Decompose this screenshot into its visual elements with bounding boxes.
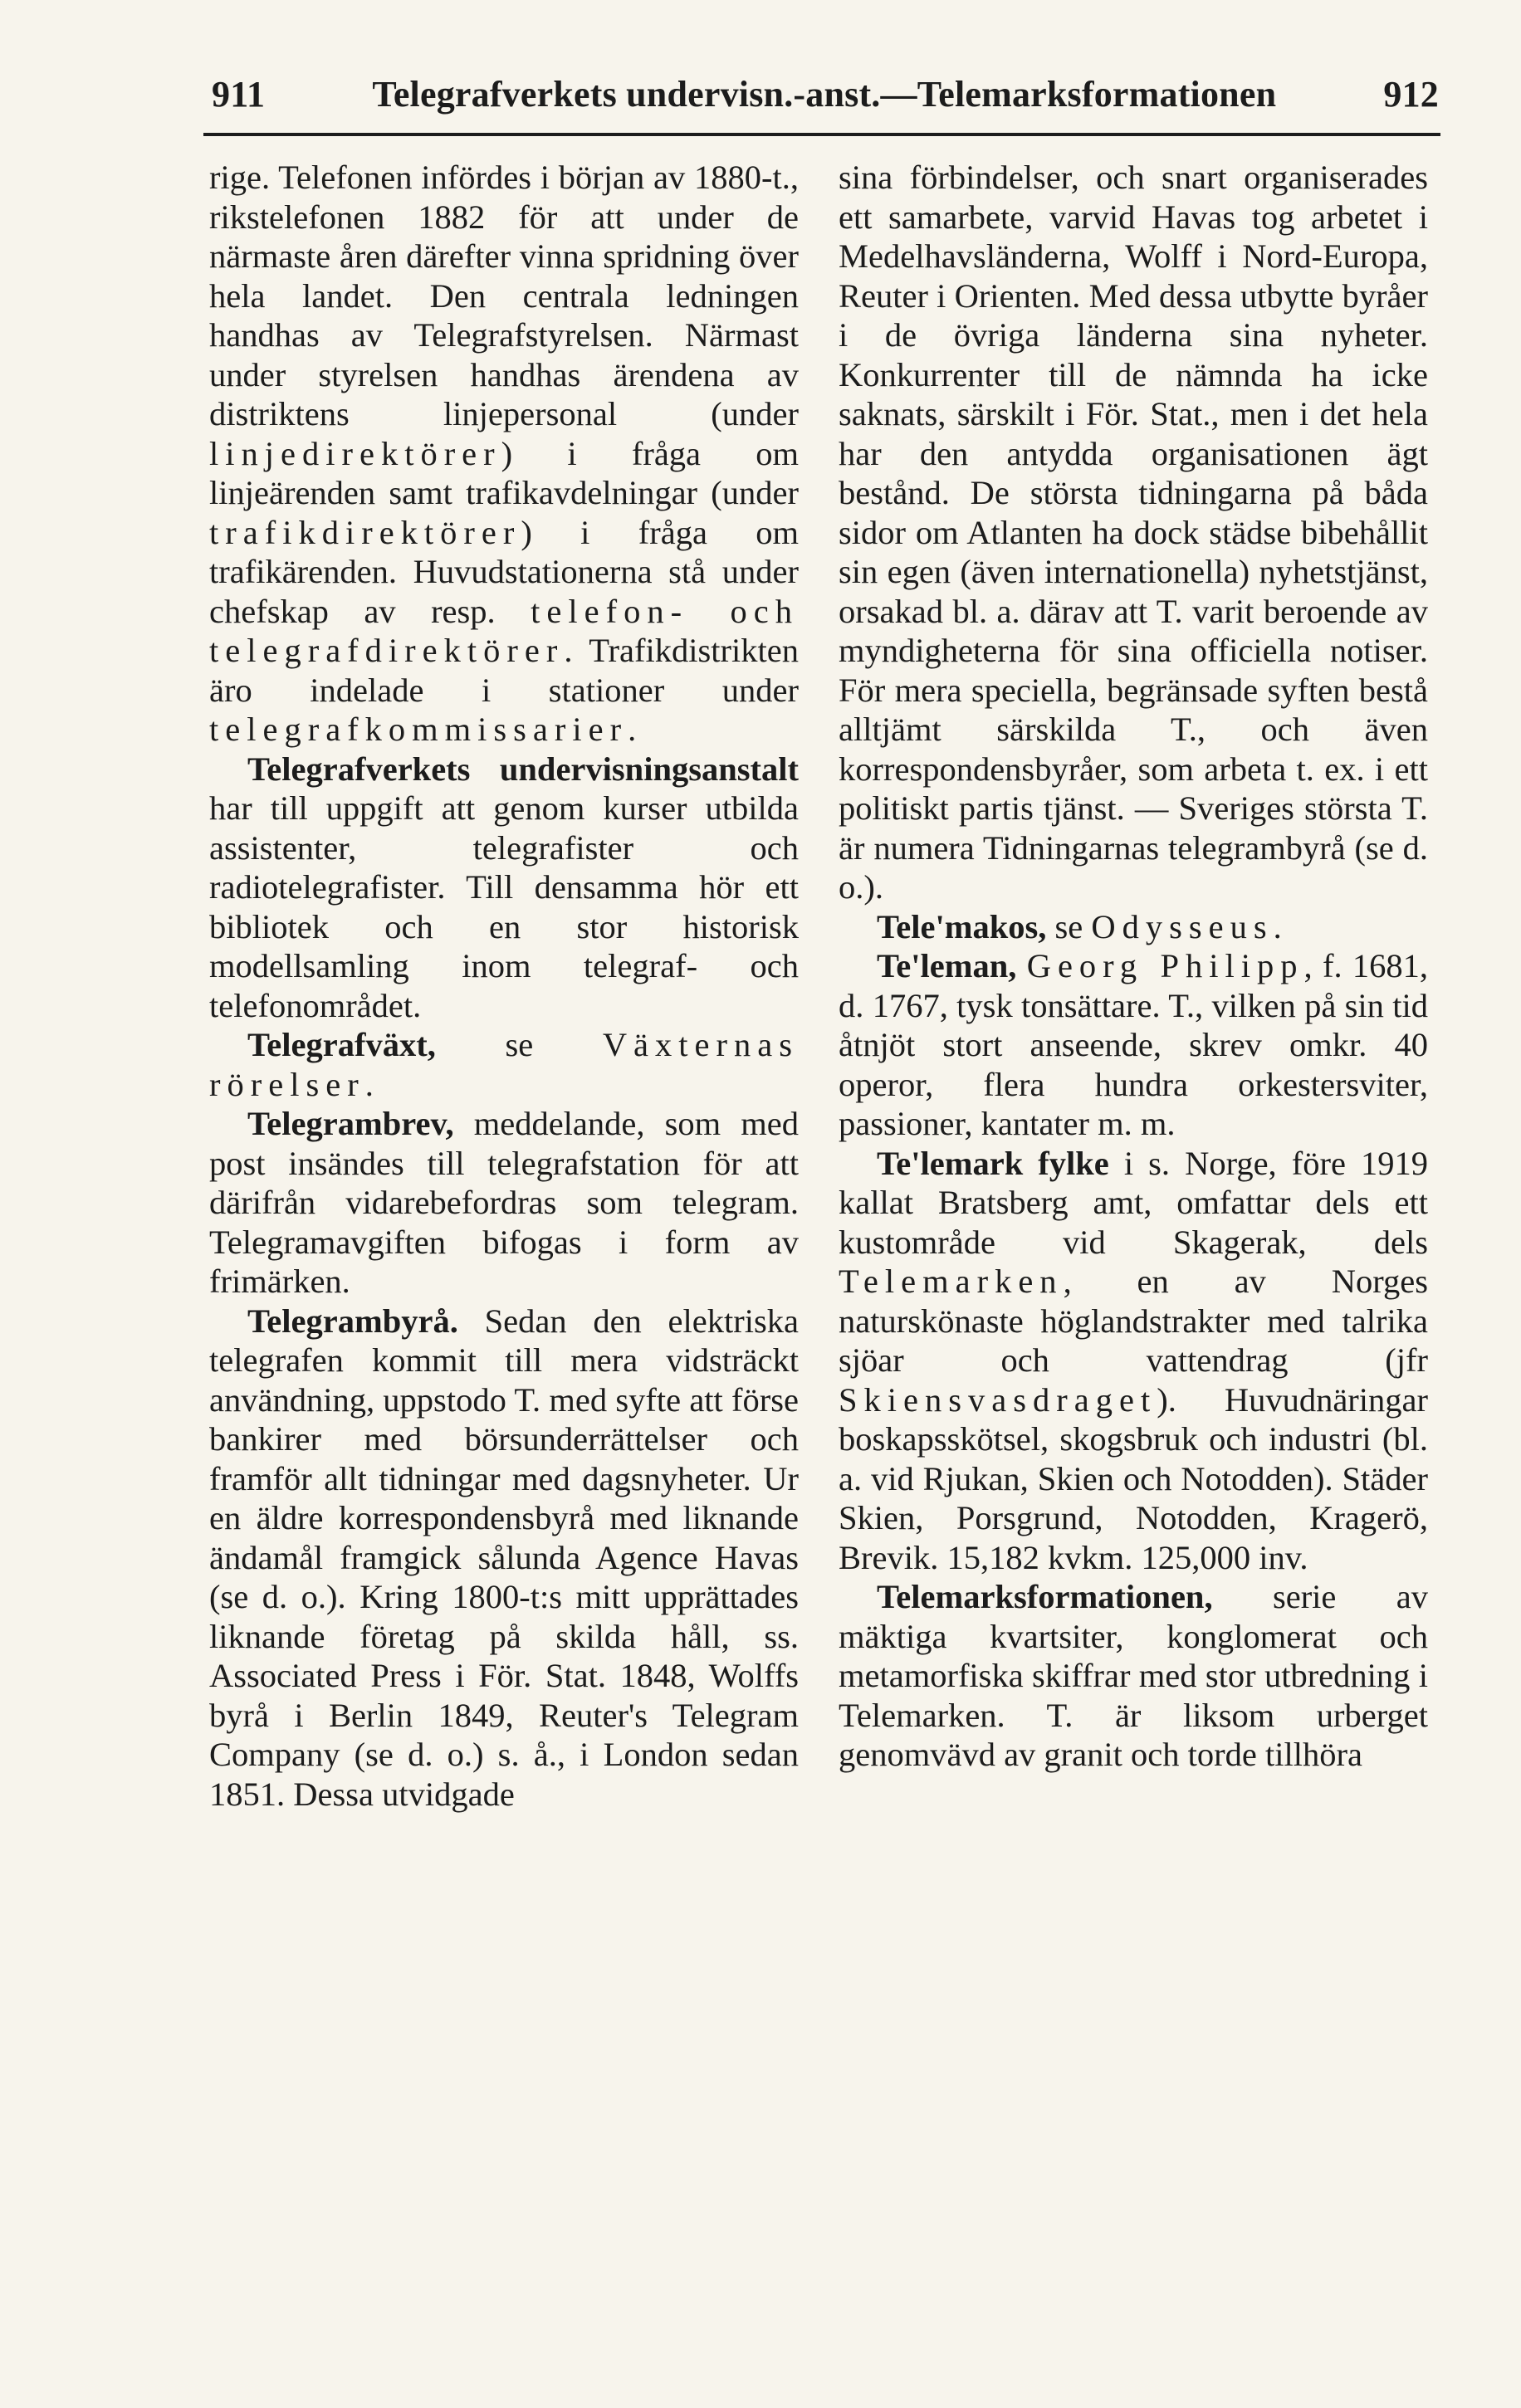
cross-reference: Odysseus	[1091, 907, 1274, 945]
entry-text: .	[364, 1065, 374, 1103]
entry-text: , f. 1681, d. 1767, tysk tonsättare. T., vilken på sin tid åtnjöt stort anseende, skrev omkr. 40 operor, flera hundra orkestersviter, passioner, kantater m. m.	[839, 947, 1429, 1142]
entry-telegrambrev	[209, 1104, 799, 1302]
headword: Telegrafväxt,	[247, 1026, 436, 1063]
paragraph-continuation	[839, 158, 1428, 907]
page-number-right: 912	[1383, 74, 1439, 115]
right-column	[839, 158, 1428, 1775]
spaced-term: trafikdirektörer	[209, 513, 521, 551]
entry-text: .	[1273, 907, 1282, 945]
entry-telemakos	[839, 907, 1428, 947]
headword: Telemarksformationen,	[877, 1578, 1213, 1615]
headword: Te'lemark fylke	[877, 1144, 1109, 1182]
cross-reference: Växternas rörelser	[209, 1026, 799, 1103]
entry-telegrambyra	[209, 1302, 799, 1815]
cross-reference: Skiensvasdraget	[839, 1380, 1157, 1419]
headword: Telegrambyrå.	[247, 1302, 458, 1340]
text: sina förbindelser, och snart organiserades ett samarbete, varvid Havas tog arbetet i Medelhavsländerna, Wolff i Nord-Europa, Reuter i Orienten. Med dessa utbytte byråer i de övriga länderna sina nyheter. Konkurrenter till de nämnda ha icke saknats, särskilt i För. Stat., men i det hela har den antydda organisationen ägt bestånd. De största tidningarna på båda sidor om Atlanten ha dock städse bibehållit sin egen (även internationella) nyhetstjänst, orsakad bl. a. därav att T. varit beroende av myndigheterna för sina officiella notiser. För mera speciella, begränsade syften bestå alltjämt särskilda T., och även korrespondensbyråer, som arbeta t. ex. i ett politiskt partis tjänst. — Sveriges största T. är numera Tidningarnas telegrambyrå (se d. o.).	[839, 159, 1428, 906]
text: .	[628, 711, 637, 748]
header-rule	[203, 133, 1440, 136]
header-title: Telegrafverkets undervisn.-anst.—Telemarksformationen	[372, 74, 1277, 115]
entry-text: Sedan den elektriska telegrafen kommit till mera vidsträckt användning, uppstodo T. med syfte att förse bankirer med börsunderrättelser och framför allt tidningar med dagsnyheter. Ur en äldre korrespondensbyrå med liknande ändamål framgick sålunda Agence Havas (se d. o.). Kring 1800-t:s mitt upprättades liknande företag på skilda håll, ss. Associated Press i För. Stat. 1848, Wolffs byrå i Berlin 1849, Reuter's Telegram Company (se d. o.) s. å., i London sedan 1851. Dessa utvidgade	[209, 1302, 799, 1813]
spaced-term: telefon- och telegrafdirektörer	[209, 592, 800, 669]
page-number-left: 911	[212, 74, 266, 115]
entry-text: har till uppgift att genom kurser utbilda assistenter, telegrafister och radiotelegrafister. Till densamma hör ett bibliotek och en stor historisk modellsamling inom telegraf- och telefonområdet.	[209, 789, 799, 1024]
running-header	[212, 73, 1439, 120]
spaced-name: Georg Philipp	[1026, 947, 1304, 984]
entry-text: i s. Norge, före 1919 kallat Bratsberg amt, omfattar dels ett kustområde vid Skagerak, dels	[839, 1144, 1428, 1261]
entry-text: meddelande, som med post insändes till telegrafstation för att därifrån vidarebefordras som telegram. Telegramavgiften bifogas i form av frimärken.	[209, 1105, 799, 1300]
entry-telemarksformationen	[839, 1577, 1428, 1775]
spaced-term: linjedirektörer	[209, 434, 501, 472]
spaced-term: telegrafkommissarier	[209, 711, 628, 748]
paragraph-continuation	[209, 158, 799, 750]
entry-text: , en av Norges naturskönaste höglandstrakter med talrika sjöar och vattendrag (jfr	[839, 1263, 1428, 1379]
headword: Te'leman,	[877, 947, 1017, 984]
entry-text: ). Huvudnäringar boskapsskötsel, skogsbruk och industri (bl. a. vid Rjukan, Skien och Notodden). Städer Skien, Porsgrund, Notodden, Kragerö, Brevik. 15,182 kvkm. 125,000 inv.	[839, 1380, 1428, 1576]
headword: Telegrambrev,	[247, 1105, 454, 1142]
headword: Tele'makos,	[877, 907, 1047, 945]
entry-text: se	[435, 1026, 603, 1063]
entry-teleman	[839, 946, 1428, 1144]
entry-telegrafverkets-undervisningsanstalt	[209, 750, 799, 1026]
text: ) i fråga om linjeärenden samt trafikavdelningar (under	[209, 434, 799, 511]
headword: Telegrafverkets undervisningsanstalt	[247, 750, 799, 788]
text: . Trafikdistrikten äro indelade i stationer under	[209, 632, 799, 709]
text: rige. Telefonen infördes i början av 1880-t., rikstelefonen 1882 för att under de närmaste åren därefter vinna spridning över hela landet. Den centrala ledningen handhas av Telegrafstyrelsen. Närmast under styrelsen handhas ärendena av distriktens linjepersonal (under	[209, 159, 799, 432]
entry-telegrafvaxt	[209, 1025, 799, 1104]
text: ) i fråga om trafikärenden. Huvudstationerna stå under chefskap av resp.	[209, 513, 799, 630]
entry-text: se	[1046, 907, 1092, 945]
left-column	[209, 158, 799, 1814]
spaced-term: Telemarken	[839, 1263, 1064, 1300]
entry-text: serie av mäktiga kvartsiter, konglomerat och metamorfiska skiffrar med stor utbredning i Telemarken. T. är liksom urberget genomvävd av granit och torde tillhöra	[839, 1578, 1428, 1773]
entry-telemark-fylke	[839, 1144, 1428, 1578]
